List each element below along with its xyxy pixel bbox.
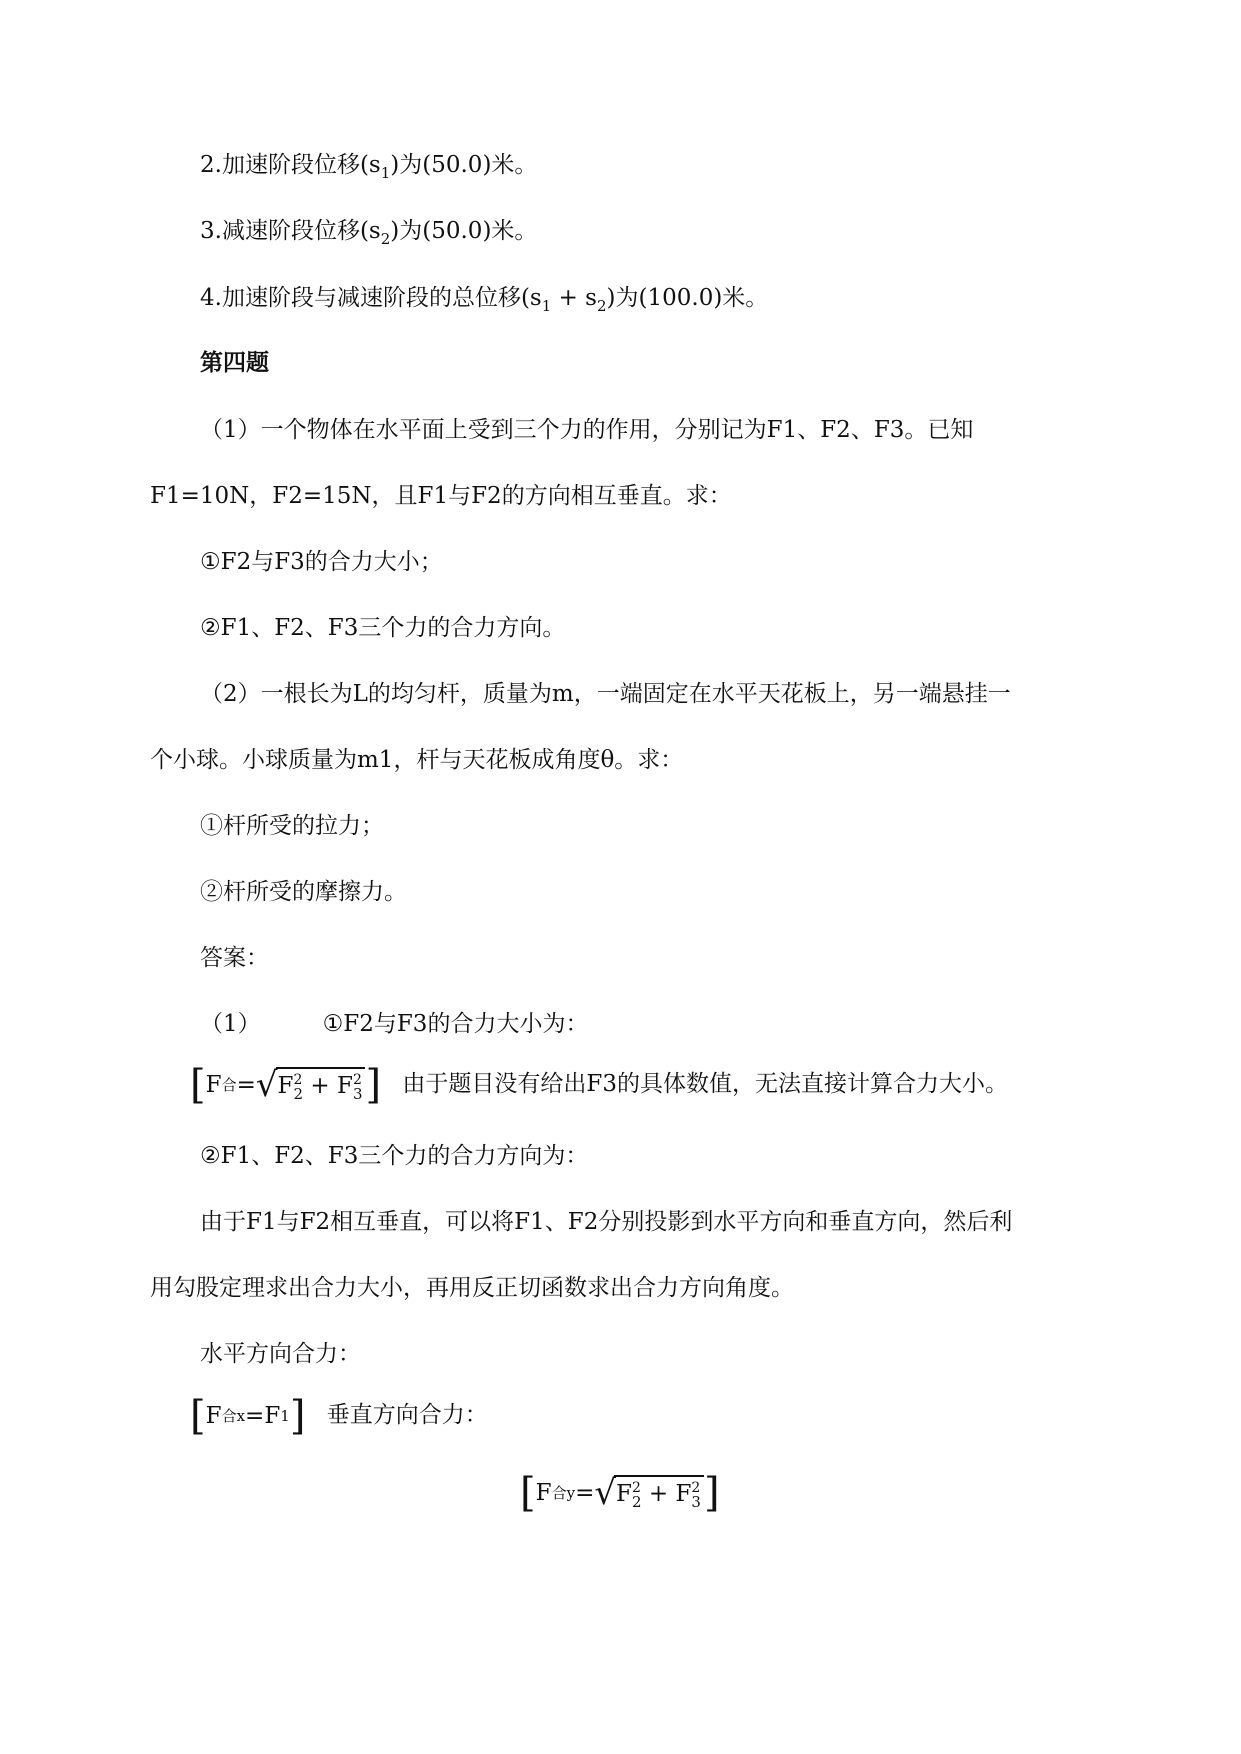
- subscript: 2: [293, 1085, 304, 1103]
- text: )为(100.0)米。: [606, 285, 769, 311]
- section-heading: 第四题: [200, 349, 269, 376]
- formula-vertical: [ F 合y = √ F 2 2 + F 2 3 ]: [520, 1470, 720, 1516]
- superscript: 2: [293, 1072, 303, 1088]
- formula-line-2: [190, 1393, 488, 1438]
- subscript: 1: [541, 297, 552, 315]
- question-1-part-1: ①F2与F3的合力大小；: [200, 549, 443, 575]
- superscript: 2: [631, 1480, 641, 1496]
- formula-note: 由于题目没有给出F3的具体数值，无法直接计算合力大小。: [402, 1071, 1008, 1097]
- math-symbol: F: [616, 1481, 632, 1507]
- text: 3.减速阶段位移(s: [200, 218, 381, 244]
- answer-text: ①F2与F3的合力大小为：: [322, 1011, 589, 1037]
- vertical-resultant-label: 垂直方向合力：: [326, 1402, 488, 1428]
- question-1-text: （1）一个物体在水平面上受到三个力的作用，分别记为F1、F2、F3。已知: [200, 417, 974, 443]
- math-symbol: F: [277, 1073, 294, 1099]
- subscript: 1: [380, 164, 391, 182]
- formula-horizontal: [ F 合x = F 1 ]: [190, 1393, 306, 1439]
- subscript: 合: [221, 1076, 237, 1094]
- result-line-4: [200, 283, 768, 321]
- math-symbol: F: [675, 1481, 692, 1507]
- subscript: 3: [691, 1493, 701, 1511]
- explanation-text: 由于F1与F2相互垂直，可以将F1、F2分别投影到水平方向和垂直方向，然后利: [200, 1209, 1013, 1235]
- math-operator: +: [641, 1481, 676, 1507]
- question-1-part-2: ②F1、F2、F3三个力的合力方向。: [200, 615, 566, 641]
- math-operator: +: [303, 1073, 337, 1099]
- question-2-part-1: ①杆所受的拉力；: [200, 813, 384, 839]
- answer-label: 答案：: [200, 945, 269, 971]
- subscript: 3: [352, 1085, 363, 1103]
- question-1-text-cont: F1=10N，F2=15N，且F1与F2的方向相互垂直。求：: [150, 483, 732, 509]
- math-symbol: F: [336, 1073, 353, 1099]
- text: )为(50.0)米。: [390, 152, 538, 178]
- result-line-3: [200, 216, 537, 254]
- formula-line-3: [520, 1470, 720, 1515]
- formula-resultant: [ F 合 = √ F 2 2 + F 2 3 ]: [190, 1062, 382, 1108]
- formula-line-1: [190, 1062, 1008, 1107]
- subscript: 合x: [221, 1407, 246, 1425]
- question-2-text: （2）一根长为L的均匀杆，质量为m，一端固定在水平天花板上，另一端悬挂一: [200, 681, 1011, 707]
- subscript: 2: [631, 1493, 642, 1511]
- math-symbol: F: [205, 1072, 222, 1098]
- text: )为(50.0)米。: [390, 218, 538, 244]
- math-operator: =: [245, 1403, 265, 1429]
- superscript: 2: [691, 1480, 701, 1496]
- text: 4.加速阶段与减速阶段的总位移(s: [200, 285, 542, 311]
- text: 2.加速阶段位移(s: [200, 152, 381, 178]
- math-operator: =: [236, 1072, 256, 1098]
- math-symbol: F: [535, 1480, 552, 1506]
- subscript: 2: [380, 230, 391, 248]
- sqrt-expression: √ F 2 2 + F 2 3: [256, 1067, 366, 1103]
- subscript: 1: [280, 1407, 290, 1425]
- result-line-2: [200, 150, 537, 188]
- math-symbol: F: [264, 1403, 281, 1429]
- answer-number: （1）: [200, 1011, 261, 1037]
- subscript: 2: [596, 297, 607, 315]
- question-2-part-2: ②杆所受的摩擦力。: [200, 879, 407, 905]
- math-symbol: F: [205, 1403, 222, 1429]
- text: + s: [551, 285, 597, 311]
- superscript: 2: [352, 1072, 362, 1088]
- answer-2-heading: ②F1、F2、F3三个力的合力方向为：: [200, 1143, 589, 1169]
- math-operator: =: [575, 1480, 595, 1506]
- explanation-text-cont: 用勾股定理求出合力大小，再用反正切函数求出合力方向角度。: [150, 1275, 794, 1301]
- subscript: 合y: [551, 1484, 576, 1502]
- horizontal-resultant-label: 水平方向合力：: [200, 1341, 361, 1367]
- answer-1-heading: [200, 1009, 588, 1039]
- question-2-text-cont: 个小球。小球质量为m1，杆与天花板成角度θ。求：: [150, 747, 684, 773]
- sqrt-expression: √ F 2 2 + F 2 3: [594, 1475, 704, 1511]
